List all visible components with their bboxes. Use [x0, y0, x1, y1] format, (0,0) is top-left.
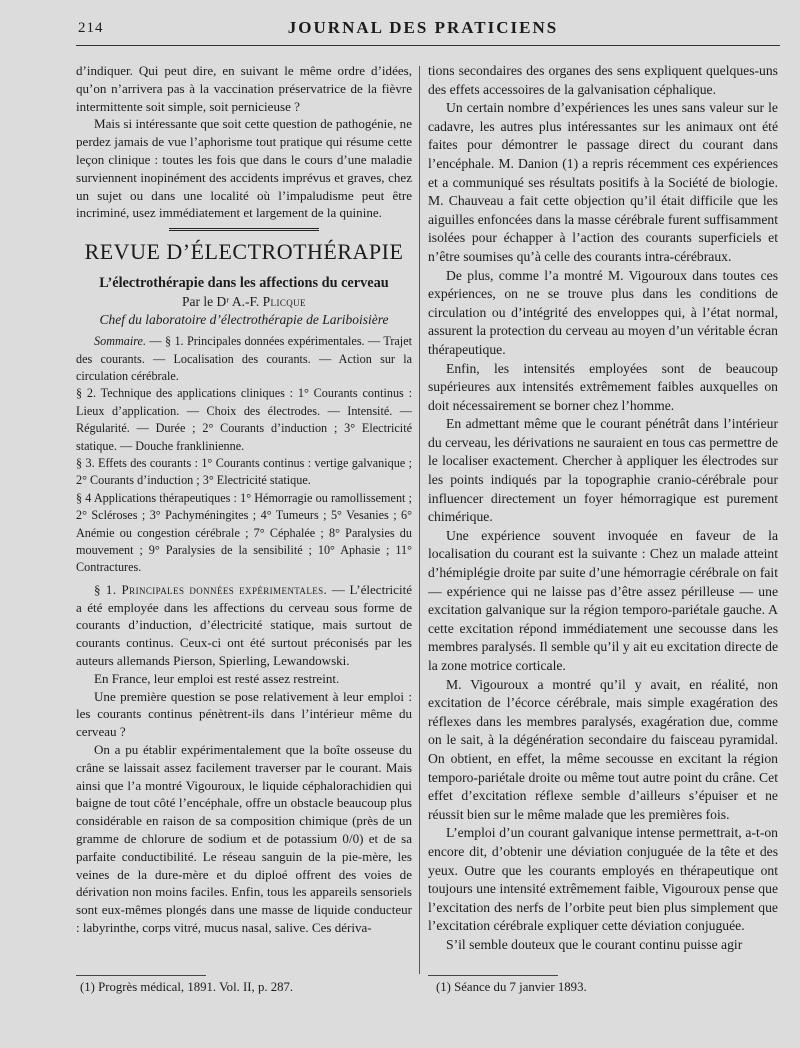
- section-rule: [169, 228, 319, 231]
- summary-item: § 4 Applications thérapeutiques : 1° Hémorragie ou ramollissement ; 2° Scléroses ; 3° Pachyméningites ; 4° Tumeurs ; 5° Vesanies ; 6° Anémie ou congestion cérébrale ; 7° Céphalée ; 8° Paralysies du mouvement ; 9° Paralysies de la sensibilité ; 10° Aphasie ; 11° Contractures.: [76, 490, 412, 575]
- paragraph: S’il semble douteux que le courant continu puisse agir: [446, 936, 743, 952]
- author-affiliation: Chef du laboratoire d’électrothérapie de Lariboisière: [99, 312, 389, 328]
- summary-item: § 3. Effets des courants : 1° Courants continus : vertige galvanique ; 2° Courants d’induction ; 3° Electricité statique.: [76, 456, 412, 488]
- paragraph: Une expérience souvent invoquée en faveur de la localisation du courant est la suivante : Chez un malade atteint d’hémiplégie droite par suite d’une hémorragie cérébrale on fait — expérience qui ne laisse pas d’être assez périlleuse — une excitation galvanique sur la région temporo-pariétale gauche. A cette excitation répond immédiatement une secousse dans les membres paralysés. Il semble qu’il y ait eu excitation directe de la zone motrice corticale.: [428, 527, 778, 673]
- section-heading: § 1. Principales données expérimentales.: [94, 581, 328, 597]
- right-column: [428, 62, 778, 955]
- section-1-paragraph: [76, 581, 412, 670]
- byline: [76, 293, 412, 311]
- article-title: L’électrothérapie dans les affections du cerveau: [99, 275, 389, 292]
- summary-text: — § 1. Principales données expérimentales. — Trajet des courants. — Localisation des courants. — Action sur la circulation cérébrale.: [76, 334, 412, 383]
- header-rule: [76, 45, 780, 46]
- footnote-rule: [76, 975, 206, 976]
- footnote-rule: [428, 975, 558, 976]
- author-name: Plicque: [262, 294, 306, 310]
- paragraph: M. Vigouroux a montré qu’il y avait, en réalité, non excitation de l’écorce cérébrale, mais simple exagération des réflexes dans les membres paralysés, exagération due, comme on le sait, à la dégénération secondaire du faisceau pyramidal. On obtient, en effet, la même secousse en excitant la région temporo-pariétale droite ou même tout autre point du crâne. Cet effet d’excitation réflexe semble d’ailleurs s’épuiser et ne réussit bien sur le même malade que les premières fois.: [428, 676, 778, 822]
- section-text: — L’électricité a été employée dans les affections du cerveau sous forme de courants d’induction, d’électricité statique, mais surtout de courants continus. Ceux-ci ont été surtout préconisés par les auteurs allemands Pierson, Spierling, Lewandowski.: [76, 581, 412, 669]
- paragraph: Une première question se pose relativement à leur emploi : les courants continus pénètrent-ils dans l’intérieur même du cerveau ?: [76, 688, 412, 740]
- article-summary: [76, 333, 412, 577]
- page-header: [70, 18, 776, 42]
- paragraph: Un certain nombre d’expériences les unes sans valeur sur le cadavre, les autres plus intéressantes sur les animaux ont été faites pour démontrer le passage direct du courant dans l’encéphale. M. Danion (1) a repris récemment ces expériences et a communiqué ses résultats positifs à la Société de biologie. M. Chauveau a fait cette objection qu’il était difficile que les aiguilles enfoncées dans la masse cérébrale furent suffisamment isolées pour échapper à l’action des courants superficiels et n’être soumises qu’à celle des courants intra-cérébraux.: [428, 100, 778, 264]
- revue-title: REVUE D’ÉLECTROTHÉRAPIE: [84, 239, 404, 265]
- paragraph: Enfin, les intensités employées sont de beaucoup supérieures aux intensités extrêmement faibles auxquelles on doit nécessairement se borner chez l’homme.: [428, 360, 778, 413]
- paragraph: tions secondaires des organes des sens expliquent quelques-uns des effets accessoires de la galvanisation céphalique.: [428, 63, 778, 97]
- paragraph: En admettant même que le courant pénétrât dans l’intérieur du cerveau, les dérivations ne sauraient en tous cas permettre de le localiser exactement. Chercher à appliquer les électrodes sur les points indiqués par la topographie cranio-cérébrale pour influencer directement un foyer hémorragique est purement chimérique.: [428, 416, 778, 525]
- journal-title: JOURNAL DES PRATICIENS: [287, 18, 559, 37]
- left-column: [76, 62, 412, 937]
- paragraph: d’indiquer. Qui peut dire, en suivant le même ordre d’idées, qu’on n’arrivera pas à la vaccination préservatrice de la fièvre intermittente soit simple, soit pernicieuse ?: [76, 63, 412, 114]
- byline-prefix: Par le Dʳ A.-F.: [182, 294, 260, 310]
- column-divider: [419, 66, 420, 974]
- paragraph: En France, leur emploi est resté assez restreint.: [94, 670, 340, 686]
- paragraph: L’emploi d’un courant galvanique intense permettrait, a-t-on encore dit, d’obtenir une déviation conjuguée de la tête et des yeux. Outre que les courants employés en thérapeutique ont toujours une intensité extrêmement faible, Vigouroux pense que l’excitation des nerfs de l’orbite peut bien plus simplement que l’excitation cérébrale expliquer cette déviation conjuguée.: [428, 825, 778, 934]
- summary-label: Sommaire.: [94, 334, 147, 349]
- summary-item: § 2. Technique des applications cliniques : 1° Courants continus : Lieux d’application. — Choix des électrodes. — Intensité. — Régularité. — Durée ; 2° Courants d’induction ; 3° Electricité statique. — Douche franklinienne.: [76, 386, 412, 453]
- paragraph: De plus, comme l’a montré M. Vigouroux dans toutes ces expériences, on ne se trouve plus dans les conditions de circulation ou d’intégrité des enveloppes qui, à l’état normal, assurent la protection du cerveau au moyen d’un véritable écran thérapeutique.: [428, 267, 778, 357]
- paragraph: On a pu établir expérimentalement que la boîte osseuse du crâne se laissait assez facilement traverser par le courant. Mais ainsi que l’a montré Vigouroux, le liquide céphalorachidien qui baigne de tout côté l’encéphale, offre un obstacle beaucoup plus considérable en raison de sa composition chimique (près de un gramme de chlorure de sodium et de potassium 0/0) et de sa parfaite conductibilité. Le réseau sanguin de la pie-mère, les veines de la dure-mère et du diploé offrent des voies de dérivation non moins faciles. Enfin, tous les appareils sensoriels sont eux-mêmes plongés dans une masse de liquide conducteur : labyrinthe, corps vitré, mucus nasal, salive. Ces dériva-: [76, 742, 412, 935]
- page-number: 214: [78, 20, 104, 36]
- paragraph: Mais si intéressante que soit cette question de pathogénie, ne perdez jamais de vue l’aphorisme tout pratique qui résume cette leçon clinique : toutes les fois que dans le cours d’une maladie surviennent inopinément des accidents imprévus et graves, chez un sujet ou dans une localité où l’impaludisme peut être incriminé, usez immédiatement et largement de la quinine.: [76, 116, 412, 221]
- summary-item: [76, 333, 412, 385]
- footnote-right: (1) Séance du 7 janvier 1893.: [436, 980, 587, 994]
- footnote-left: (1) Progrès médical, 1891. Vol. II, p. 287.: [80, 980, 294, 994]
